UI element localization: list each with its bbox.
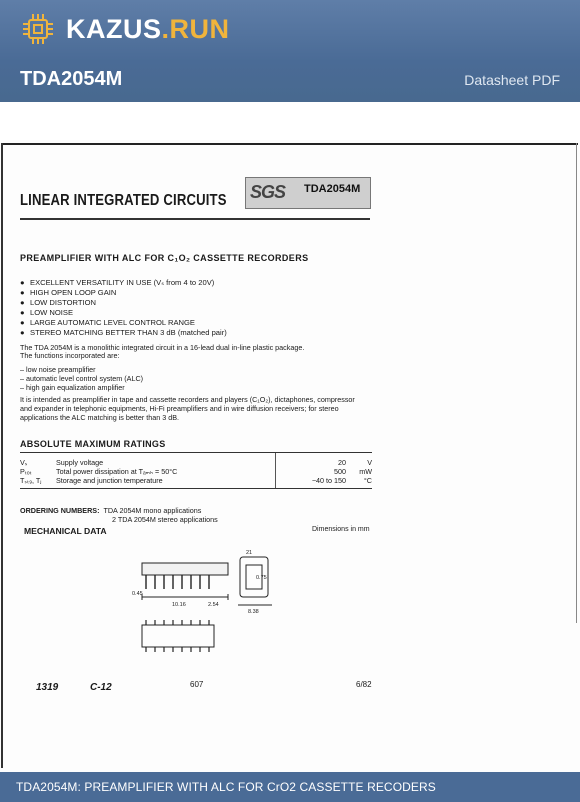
- feature-item: ● HIGH OPEN LOOP GAIN: [20, 288, 117, 297]
- scan-border: [576, 143, 577, 623]
- function-item: – high gain equalization amplifier: [20, 383, 125, 392]
- rating-description: Storage and junction temperature: [56, 476, 163, 485]
- dimension-label: 2.54: [208, 602, 219, 608]
- dimensions-note: Dimensions in mm: [312, 526, 370, 533]
- dimension-label: 21: [246, 550, 253, 556]
- document-title: TDA2054M: [20, 68, 123, 90]
- feature-item: ● LOW NOISE: [20, 308, 74, 317]
- site-header: [0, 0, 580, 102]
- divider: [20, 488, 372, 489]
- ordering-numbers: ORDERING NUMBERS: TDA 2054M mono applications: [20, 506, 202, 515]
- mechanical-data-title: MECHANICAL DATA: [24, 526, 107, 536]
- rating-description: Total power dissipation at Tₐₘₕ = 50°C: [56, 467, 178, 476]
- handwritten-note: C-12: [90, 682, 112, 693]
- caption-bar: [0, 772, 580, 802]
- rating-unit: mW: [359, 467, 372, 476]
- rating-symbol: Tₛₜ₉, Tⱼ: [20, 476, 42, 485]
- scan-border: [2, 143, 578, 145]
- feature-item: ● EXCELLENT VERSATILITY IN USE (Vₛ from 4 to 20V): [20, 278, 215, 287]
- divider: [20, 218, 370, 220]
- site-logo[interactable]: [22, 13, 230, 45]
- stamp-part-number: TDA2054M: [304, 183, 361, 195]
- page-number: 607: [190, 680, 204, 689]
- dimension-label: 8.38: [248, 609, 259, 615]
- document-type: Datasheet PDF: [464, 72, 560, 88]
- rating-value: −40 to 150: [311, 476, 346, 485]
- function-item: – low noise preamplifier: [20, 365, 96, 374]
- rating-description: Supply voltage: [56, 458, 104, 467]
- dimension-label: 0.75: [256, 575, 267, 581]
- brand-name: KAZUS.RUN: [66, 13, 230, 44]
- ratings-title: ABSOLUTE MAXIMUM RATINGS: [20, 439, 166, 449]
- device-subtitle: PREAMPLIFIER WITH ALC FOR C₁O₂ CASSETTE RECORDERS: [20, 253, 309, 263]
- feature-item: ● STEREO MATCHING BETTER THAN 3 dB (matched pair): [20, 328, 227, 337]
- dimension-label: 10.16: [172, 602, 186, 608]
- section-heading: LINEAR INTEGRATED CIRCUITS: [20, 192, 227, 209]
- table-divider: [275, 453, 276, 488]
- feature-item: ● LARGE AUTOMATIC LEVEL CONTROL RANGE: [20, 318, 195, 327]
- chip-icon: [22, 13, 54, 45]
- rating-symbol: Pₜₒₜ: [20, 467, 32, 476]
- manufacturer-logo: SGS: [250, 182, 286, 202]
- usage-text: It is intended as preamplifier in tape and cassette recorders and players (C₁O₂), dictaphones, compressor: [20, 395, 355, 404]
- datasheet-page-scan: [0, 140, 580, 772]
- usage-text: applications the ALC matching is better than 3 dB.: [20, 413, 180, 422]
- rating-symbol: Vₛ: [20, 458, 28, 467]
- manufacturer-stamp: [245, 177, 371, 209]
- intro-text: The functions incorporated are:: [20, 351, 120, 360]
- handwritten-note: 1319: [36, 682, 59, 693]
- divider: [20, 452, 372, 453]
- ordering-numbers-2: 2 TDA 2054M stereo applications: [112, 515, 218, 524]
- package-drawing: [120, 545, 290, 660]
- rating-value: 20: [338, 458, 346, 467]
- rating-unit: °C: [363, 476, 372, 485]
- scan-border: [1, 143, 3, 768]
- rating-value: 500: [334, 467, 346, 476]
- rating-unit: V: [367, 458, 372, 467]
- usage-text: and expander in telephonic equipments, Hi-Fi preamplifiers and in wire diffusion receivers; for stereo: [20, 404, 339, 413]
- date-code: 6/82: [356, 680, 372, 689]
- feature-item: ● LOW DISTORTION: [20, 298, 96, 307]
- intro-text: The TDA 2054M is a monolithic integrated circuit in a 16-lead dual in-line plastic package.: [20, 343, 305, 352]
- dimension-label: 0.45: [132, 591, 143, 597]
- caption-text: TDA2054M: PREAMPLIFIER WITH ALC FOR CrO2 CASSETTE RECODERS: [16, 780, 436, 794]
- function-item: – automatic level control system (ALC): [20, 374, 144, 383]
